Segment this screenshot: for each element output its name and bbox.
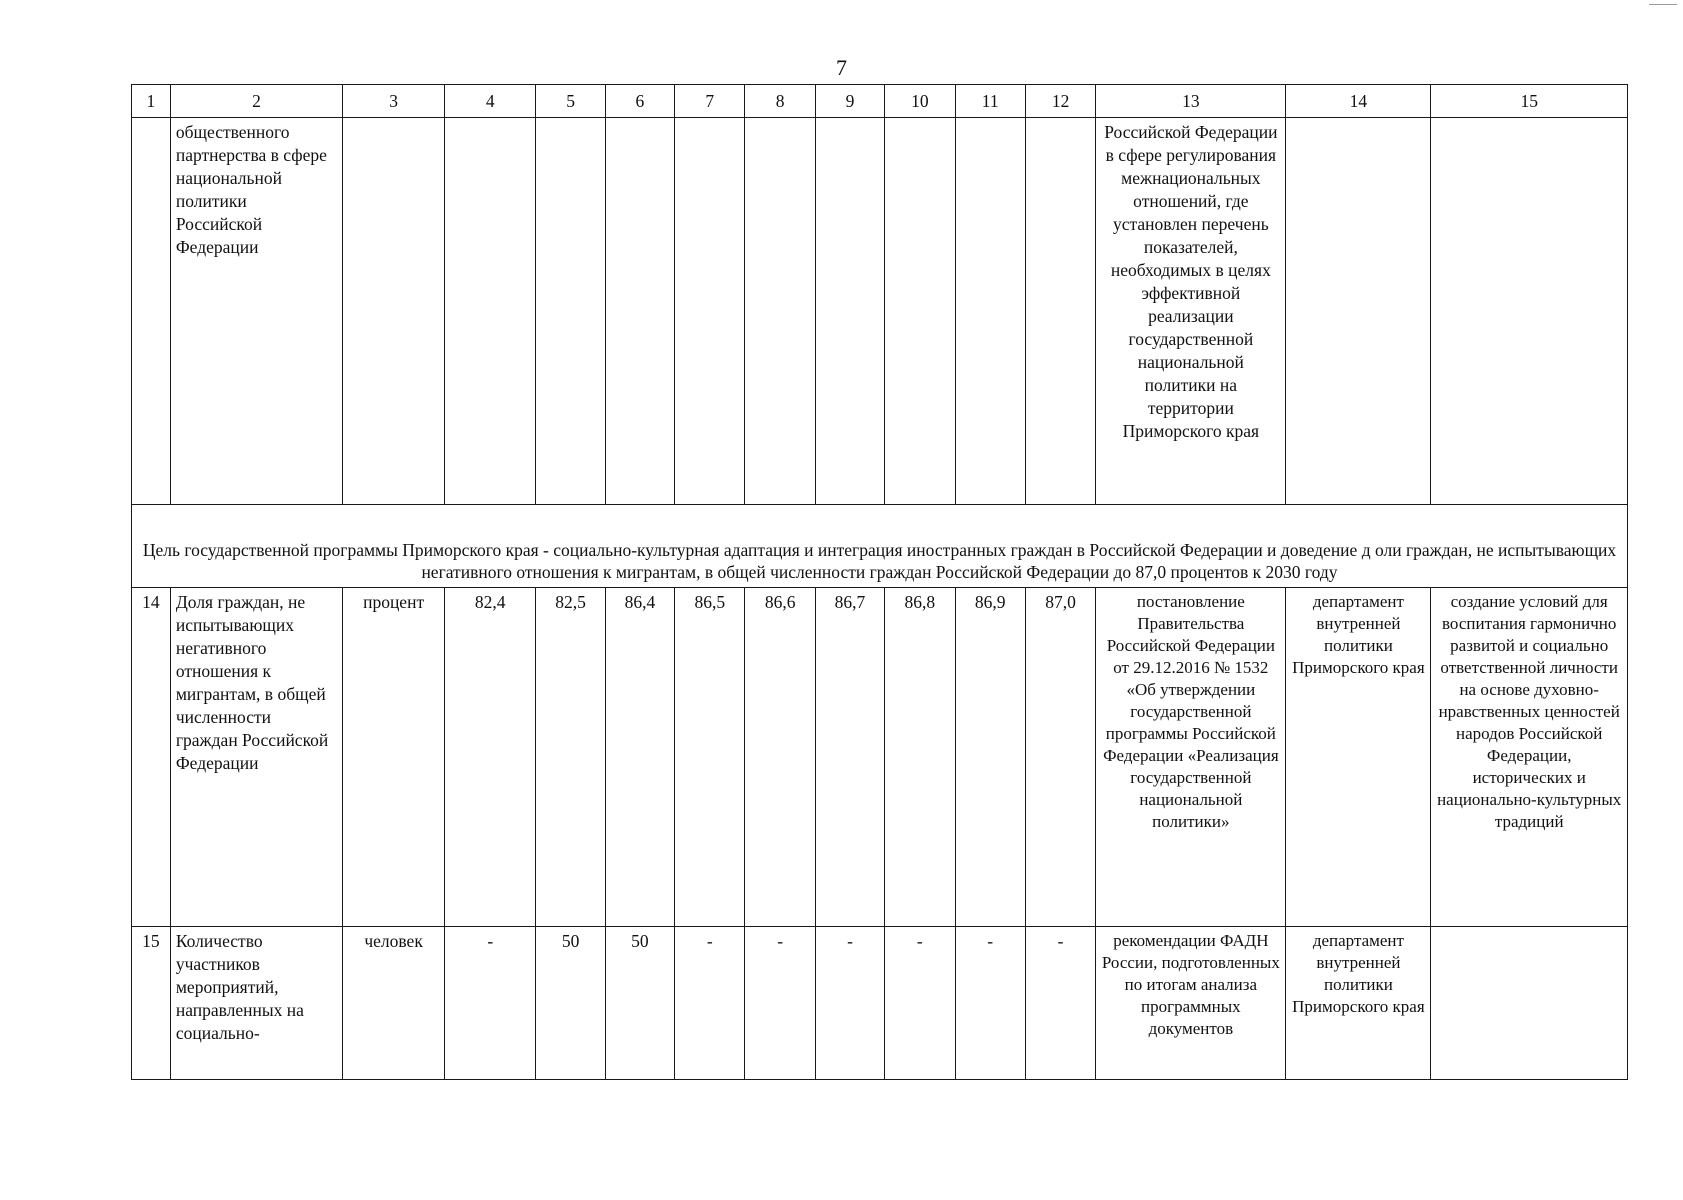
cell-unit: процент <box>343 588 445 927</box>
cell-purpose: создание условий для воспитания гармонично развитой и социально ответственной личности на основе духовно-нравственных ценностей народов Российской Федерации, исторических и национально-культурных традиций <box>1431 588 1628 927</box>
cell-unit: человек <box>343 927 445 1080</box>
header-cell: 12 <box>1025 85 1095 118</box>
header-cell: 15 <box>1431 85 1628 118</box>
cell-empty <box>885 118 955 505</box>
program-goal-text: Цель государственной программы Приморского края - социально-культурная адаптация и интеграция иностранных граждан в Российской Федерации и доведение д оли граждан, не испытывающих негативного отношения к мигрантам, в общей численности граждан Российской Федерации до 87,0 процентов к 2030 году <box>132 505 1628 588</box>
header-cell: 5 <box>536 85 605 118</box>
continuation-row <box>132 118 1628 505</box>
cell-value: - <box>885 927 955 1080</box>
cell-value: 86,5 <box>675 588 745 927</box>
header-cell: 7 <box>675 85 745 118</box>
cell-value: - <box>1025 927 1095 1080</box>
cell-num <box>132 118 171 505</box>
header-cell: 8 <box>745 85 815 118</box>
cell-empty <box>536 118 605 505</box>
header-cell: 11 <box>955 85 1025 118</box>
cell-empty <box>605 118 674 505</box>
cell-empty <box>1286 118 1431 505</box>
header-cell: 9 <box>815 85 884 118</box>
cell-value: 82,5 <box>536 588 605 927</box>
header-cell: 4 <box>445 85 536 118</box>
cell-indicator-name: Количество участников мероприятий, направленных на социально- <box>170 927 342 1080</box>
cell-value: - <box>675 927 745 1080</box>
cell-value: - <box>815 927 884 1080</box>
cell-responsible: департамент внутренней политики Приморского края <box>1286 927 1431 1080</box>
page-number: 7 <box>836 55 847 80</box>
cell-empty <box>1431 118 1628 505</box>
cell-empty <box>343 118 445 505</box>
goal-row <box>132 505 1628 588</box>
cell-source: Российской Федерации в сфере регулирования межнациональных отношений, где установлен перечень показателей, необходимых в целях эффективной реализации государственной национальной политики на территории Приморского края <box>1096 118 1286 505</box>
cell-value: 86,7 <box>815 588 884 927</box>
cell-num: 14 <box>132 588 171 927</box>
cell-value: 87,0 <box>1025 588 1095 927</box>
cell-value: - <box>445 927 536 1080</box>
cell-indicator-name: Доля граждан, не испытывающих негативного отношения к мигрантам, в общей численности граждан Российской Федерации <box>170 588 342 927</box>
header-cell: 2 <box>170 85 342 118</box>
header-cell: 10 <box>885 85 955 118</box>
scan-edge-mark <box>1649 4 1677 5</box>
cell-empty <box>955 118 1025 505</box>
cell-source: постановление Правительства Российской Федерации от 29.12.2016 № 1532 «Об утверждении государственной программы Российской Федерации «Реализация государственной национальной политики» <box>1096 588 1286 927</box>
cell-num: 15 <box>132 927 171 1080</box>
cell-value: 86,4 <box>605 588 674 927</box>
cell-responsible: департамент внутренней политики Приморского края <box>1286 588 1431 927</box>
cell-purpose <box>1431 927 1628 1080</box>
header-cell: 3 <box>343 85 445 118</box>
cell-value: 86,8 <box>885 588 955 927</box>
table-row <box>132 588 1628 927</box>
cell-empty <box>675 118 745 505</box>
cell-empty <box>745 118 815 505</box>
cell-empty <box>445 118 536 505</box>
cell-indicator-name: общественного партнерства в сфере национальной политики Российской Федерации <box>170 118 342 505</box>
indicators-table <box>131 84 1628 1080</box>
table-row <box>132 927 1628 1080</box>
cell-source: рекомендации ФАДН России, подготовленных по итогам анализа программных документов <box>1096 927 1286 1080</box>
cell-value: 86,6 <box>745 588 815 927</box>
cell-value: 82,4 <box>445 588 536 927</box>
cell-empty <box>815 118 884 505</box>
header-row <box>132 85 1628 118</box>
header-cell: 6 <box>605 85 674 118</box>
cell-empty <box>1025 118 1095 505</box>
cell-value: 50 <box>605 927 674 1080</box>
cell-value: - <box>955 927 1025 1080</box>
header-cell: 13 <box>1096 85 1286 118</box>
header-cell: 14 <box>1286 85 1431 118</box>
cell-value: - <box>745 927 815 1080</box>
header-cell: 1 <box>132 85 171 118</box>
cell-value: 86,9 <box>955 588 1025 927</box>
cell-value: 50 <box>536 927 605 1080</box>
